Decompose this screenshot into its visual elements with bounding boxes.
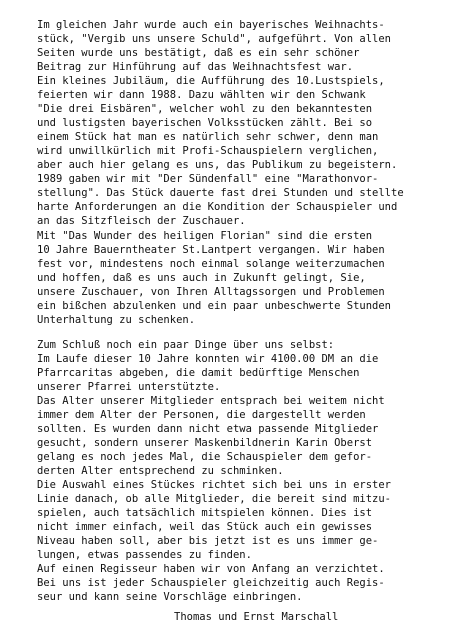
paragraph-1-line-2: stück, "Vergib uns unsere Schuld", aufgeführt. Von allen	[37, 33, 392, 45]
paragraph-1-line-3: Seiten wurde uns bestätigt, daß es ein sehr schöner	[37, 47, 360, 59]
signature: Thomas und Ernst Marschall	[174, 611, 339, 623]
paragraph-2-line-13: spielen, auch tatsächlich mitspielen können. Dies ist	[37, 507, 373, 519]
paragraph-1-line-17: 10 Jahre Bauerntheater St.Lantpert vergangen. Wir haben	[37, 244, 385, 256]
paragraph-2-line-10: derten Alter entsprechend zu schminken.	[37, 465, 284, 477]
paragraph-2-line-19: seur und kann seine Vorschläge einbringen.	[37, 591, 303, 603]
paragraph-2-line-12: Linie danach, ob alle Mitglieder, die bereit sind mitzu-	[37, 493, 392, 505]
paragraph-1-line-8: und lustigsten bayerischen Volksstücken zählt. Bei so	[37, 117, 373, 129]
paragraph-1-line-1: Im gleichen Jahr wurde auch ein bayerisches Weihnachts-	[37, 19, 385, 31]
paragraph-2-line-11: Die Auswahl eines Stückes richtet sich bei uns in erster	[37, 479, 392, 491]
paragraph-1-line-10: wird unwillkürlich mit Profi-Schauspielern verglichen,	[37, 145, 379, 157]
paragraph-1-line-22: Unterhaltung zu schenken.	[37, 314, 196, 326]
paragraph-1-line-14: harte Anforderungen an die Kondition der Schauspieler und	[37, 201, 398, 213]
paragraph-2-line-14: nicht immer einfach, weil das Stück auch ein gewisses	[37, 521, 373, 533]
paragraph-1-line-21: ein bißchen abzulenken und ein paar unbeschwerte Stunden	[37, 300, 392, 312]
paragraph-1-line-7: "Die drei Eisbären", welcher wohl zu den bekanntesten	[37, 103, 373, 115]
paragraph-1-line-5: Ein kleines Jubiläum, die Aufführung des 10.Lustspiels,	[37, 75, 385, 87]
paragraph-2-line-6: immer dem Alter der Personen, die dargestellt werden	[37, 409, 366, 421]
paragraph-2-line-5: Das Alter unserer Mitglieder entsprach bei weitem nicht	[37, 395, 385, 407]
paragraph-1-line-15: an das Sitzfleisch der Zuschauer.	[37, 215, 246, 227]
paragraph-2-line-3: Pfarrcaritas abgeben, die damit bedürftige Menschen	[37, 367, 360, 379]
paragraph-2-line-15: Niveau haben soll, aber bis jetzt ist es uns immer ge-	[37, 535, 379, 547]
paragraph-2-line-17: Auf einen Regisseur haben wir von Anfang an verzichtet.	[37, 563, 385, 575]
paragraph-2-line-18: Bei uns ist jeder Schauspieler gleichzeitig auch Regis-	[37, 577, 385, 589]
paragraph-1-line-18: fest vor, mindestens noch einmal solange weiterzumachen	[37, 258, 385, 270]
paragraph-1-line-9: einem Stück hat man es natürlich sehr schwer, denn man	[37, 131, 379, 143]
paragraph-1-line-4: Beitrag zur Hinführung auf das Weihnachtsfest war.	[37, 61, 354, 73]
paragraph-1-line-16: Mit "Das Wunder des heiligen Florian" sind die ersten	[37, 230, 373, 242]
paragraph-2-line-4: unserer Pfarrei unterstützte.	[37, 381, 221, 393]
paragraph-2-line-9: gelang es noch jedes Mal, die Schauspieler dem gefor-	[37, 451, 373, 463]
paragraph-2-line-1: Zum Schluß noch ein paar Dinge über uns selbst:	[37, 339, 335, 351]
paragraph-1-line-20: unsere Zuschauer, von Ihren Alltagssorgen und Problemen	[37, 286, 385, 298]
paragraph-1-line-19: und hoffen, daß es uns auch in Zukunft gelingt, Sie,	[37, 272, 366, 284]
paragraph-2-line-8: gesucht, sondern unserer Maskenbildnerin Karin Oberst	[37, 437, 373, 449]
paragraph-1-line-11: aber auch hier gelang es uns, das Publikum zu begeistern.	[37, 159, 398, 171]
paragraph-2-line-16: lungen, etwas passendes zu finden.	[37, 549, 252, 561]
paragraph-1-line-13: stellung". Das Stück dauerte fast drei Stunden und stellte	[37, 187, 404, 199]
paragraph-2-line-7: sollten. Es wurden dann nicht etwa passende Mitglieder	[37, 423, 379, 435]
paragraph-1-line-6: feierten wir dann 1988. Dazu wählten wir den Schwank	[37, 89, 366, 101]
paragraph-2-line-2: Im Laufe dieser 10 Jahre konnten wir 4100.00 DM an die	[37, 353, 379, 365]
paragraph-1-line-12: 1989 gaben wir mit "Der Sündenfall" eine "Marathonvor-	[37, 173, 379, 185]
